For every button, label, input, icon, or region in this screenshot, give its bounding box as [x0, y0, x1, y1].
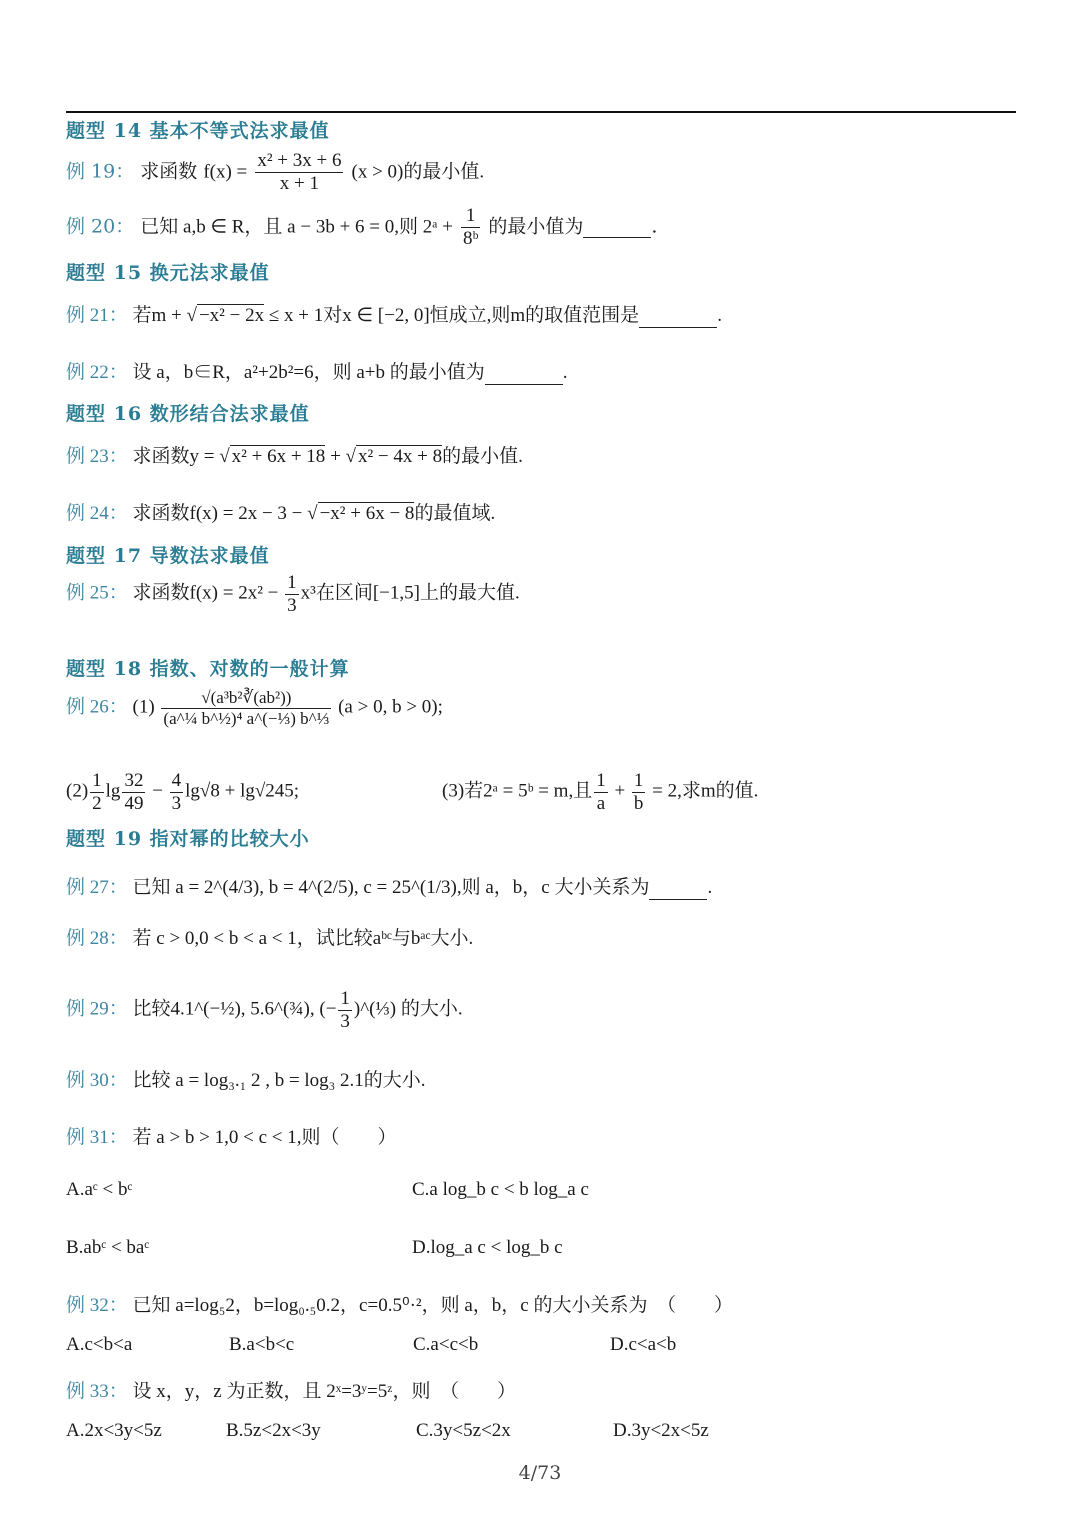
text: = 2,求m的值. [647, 780, 759, 802]
fraction [338, 988, 352, 1033]
example-label: 例 26： [66, 696, 128, 718]
option-a: A.aᶜ < bᶜ [66, 1179, 133, 1200]
option-a: A.2x<3y<5z [66, 1420, 162, 1441]
option-c: C.a log_b c < b log_a c [412, 1179, 589, 1200]
example-label: 例 33： [66, 1381, 128, 1402]
answer-blank [485, 362, 563, 385]
example-33 [66, 1376, 516, 1403]
example-26 [66, 688, 443, 728]
fraction [255, 150, 343, 195]
fraction [122, 770, 145, 815]
numerator: 4 [171, 770, 182, 791]
radicand: −x² − 2x [198, 305, 265, 326]
example-26-part-3 [442, 770, 758, 815]
numerator: 1 [633, 770, 644, 791]
answer-blank [639, 305, 717, 328]
numerator: 1 [287, 572, 297, 593]
example-label: 例 29： [66, 998, 128, 1020]
text: 若 c > 0,0 < b < a < 1，试比较aᵇᶜ与bᵃᶜ大小. [132, 928, 474, 949]
denominator: 3 [171, 792, 182, 814]
option-c: C.a<c<b [413, 1334, 479, 1355]
fraction [632, 770, 646, 815]
section-15-title: 题型 15 换元法求最值 [66, 262, 270, 284]
section-14-title: 题型 14 基本不等式法求最值 [66, 120, 330, 142]
example-label: 例 30： [66, 1070, 128, 1091]
text: 求函数f(x) = 2x² − [132, 582, 279, 604]
text: − [147, 780, 168, 802]
section-19-title: 题型 19 指对幂的比较大小 [66, 828, 310, 850]
text: . [707, 877, 713, 898]
example-label: 例 25： [66, 582, 128, 604]
example-25 [66, 572, 520, 617]
text: x³在区间[−1,5]上的最大值. [300, 582, 520, 604]
text: 若 a > b > 1,0 < c < 1,则（ ） [132, 1127, 397, 1148]
radicand: x² + 6x + 18 [231, 446, 326, 467]
answer-blank [649, 877, 707, 900]
denominator: x + 1 [279, 172, 319, 194]
fraction [594, 770, 608, 815]
header-rule [66, 111, 1016, 113]
text: (2) [66, 780, 89, 802]
denominator: 3 [340, 1010, 350, 1032]
text: . [717, 305, 722, 326]
example-19: 例 19： 求函数 f(x) = $\frac{\text{x² + 3x + 6}}{x + 1}$ (x > 0)的最小值. [66, 150, 485, 194]
numerator: √(a³b²∛(ab²)) [161, 688, 331, 709]
text: (1) [132, 696, 155, 718]
answer-blank [583, 215, 651, 238]
option-b: B.abᶜ < baᶜ [66, 1237, 150, 1258]
fraction [90, 770, 104, 815]
text: 比较4.1^(−½), 5.6^(¾), (− [132, 998, 337, 1020]
denominator: 49 [124, 792, 144, 814]
example-26-part-2 [66, 770, 299, 815]
example-28 [66, 923, 473, 950]
text: 若m + [132, 305, 187, 326]
option-d: D.3y<2x<5z [613, 1420, 709, 1441]
denominator: 3 [287, 594, 297, 616]
numerator: 32 [124, 770, 144, 791]
example-23: 例 23： 求函数y = √ x² + 6x + 18 + √ x² − 4x + 8的最小值. [66, 446, 523, 467]
radicand: x² − 4x + 8 [357, 446, 443, 467]
text: 已知 a = 2^(4/3), b = 4^(2/5), c = 25^(1/3),则 a，b，c 大小关系为 [132, 877, 650, 898]
example-24: 例 24： 求函数f(x) = 2x − 3 − √ −x² + 6x − 8的最值域. [66, 503, 496, 524]
example-label: 例 28： [66, 928, 128, 949]
option-c: C.3y<5z<2x [416, 1420, 511, 1441]
example-label: 例 31： [66, 1127, 128, 1148]
example-29 [66, 988, 463, 1033]
example-label: 例 27： [66, 877, 128, 898]
text: lg√8 + lg√245; [185, 780, 300, 802]
numerator: 1 [596, 770, 606, 791]
option-a: A.c<b<a [66, 1334, 133, 1355]
text: + [325, 446, 346, 467]
section-18-title: 题型 18 指数、对数的一般计算 [66, 658, 350, 680]
text: 比较 a = log₃.₁ 2 , b = log₃ 2.1的大小. [132, 1070, 426, 1091]
example-label: 例 24： [66, 503, 128, 524]
text: (x > 0)的最小值. [351, 161, 485, 183]
text: . [562, 362, 568, 383]
example-21: 例 21： 若m + √ −x² − 2x ≤ x + 1对x ∈ [−2, 0]恒成立,则m的取值范围是 . [66, 305, 722, 326]
option-b: B.a<b<c [229, 1334, 295, 1355]
radicand: −x² + 6x − 8 [319, 503, 415, 524]
text: 的最小值. [442, 446, 523, 467]
text: (a > 0, b > 0); [338, 696, 443, 718]
example-32 [66, 1290, 733, 1317]
example-31 [66, 1122, 397, 1149]
fraction [161, 688, 331, 728]
text: 的最值域. [414, 503, 496, 524]
text: 求函数f(x) = 2x − 3 − [132, 503, 308, 524]
section-17-title: 题型 17 导数法求最值 [66, 545, 270, 567]
example-30 [66, 1065, 426, 1092]
text: )^(⅓) 的大小. [353, 998, 463, 1020]
text: . [651, 215, 658, 238]
text: 求函数y = [132, 446, 220, 467]
example-label: 例 19： [66, 160, 135, 183]
text: 已知 a,b ∈ R，且 a − 3b + 6 = 0,则 2ᵃ + [140, 216, 453, 238]
example-label: 例 23： [66, 446, 128, 467]
text: + [609, 780, 630, 802]
text: ≤ x + 1对x ∈ [−2, 0]恒成立,则m的取值范围是 [264, 305, 640, 326]
denominator: 2 [92, 792, 102, 814]
fraction [170, 770, 184, 815]
denominator: 8ᵇ [462, 227, 479, 249]
text: lg [105, 780, 121, 802]
text: (3)若2ᵃ = 5ᵇ = m,且 [442, 780, 593, 802]
example-22 [66, 357, 568, 385]
fraction [461, 205, 480, 250]
option-b: B.5z<2x<3y [226, 1420, 321, 1441]
denominator: a [596, 792, 606, 814]
section-16-title: 题型 16 数形结合法求最值 [66, 403, 310, 425]
page-number: 4/73 [518, 1462, 562, 1484]
text: 已知 a=log₅2，b=log₀.₅0.2，c=0.5⁰·²，则 a，b，c 的大小关系为 （ ） [132, 1295, 733, 1316]
example-label: 例 21： [66, 305, 128, 326]
text: 设 x，y，z 为正数，且 2ˣ=3ʸ=5ᶻ，则 （ ） [132, 1381, 516, 1402]
option-d: D.c<a<b [610, 1334, 677, 1355]
denominator: (a^¼ b^½)⁴ a^(−⅓) b^⅓ [163, 708, 330, 728]
example-label: 例 32： [66, 1295, 128, 1316]
numerator: 1 [340, 988, 350, 1009]
numerator: 1 [461, 205, 480, 228]
example-label: 例 20： [66, 215, 135, 238]
example-27 [66, 872, 712, 900]
numerator: x² + 3x + 6 [257, 150, 342, 171]
denominator: b [633, 792, 644, 814]
numerator: 1 [92, 770, 102, 791]
option-d: D.log_a c < log_b c [412, 1237, 563, 1258]
text: 的最小值为 [488, 215, 584, 238]
example-label: 例 22： [66, 362, 128, 383]
fraction [285, 572, 299, 617]
text: 设 a，b∈R，a²+2b²=6，则 a+b 的最小值为 [132, 362, 485, 383]
text: 求函数 [140, 160, 198, 183]
example-20 [66, 205, 657, 250]
